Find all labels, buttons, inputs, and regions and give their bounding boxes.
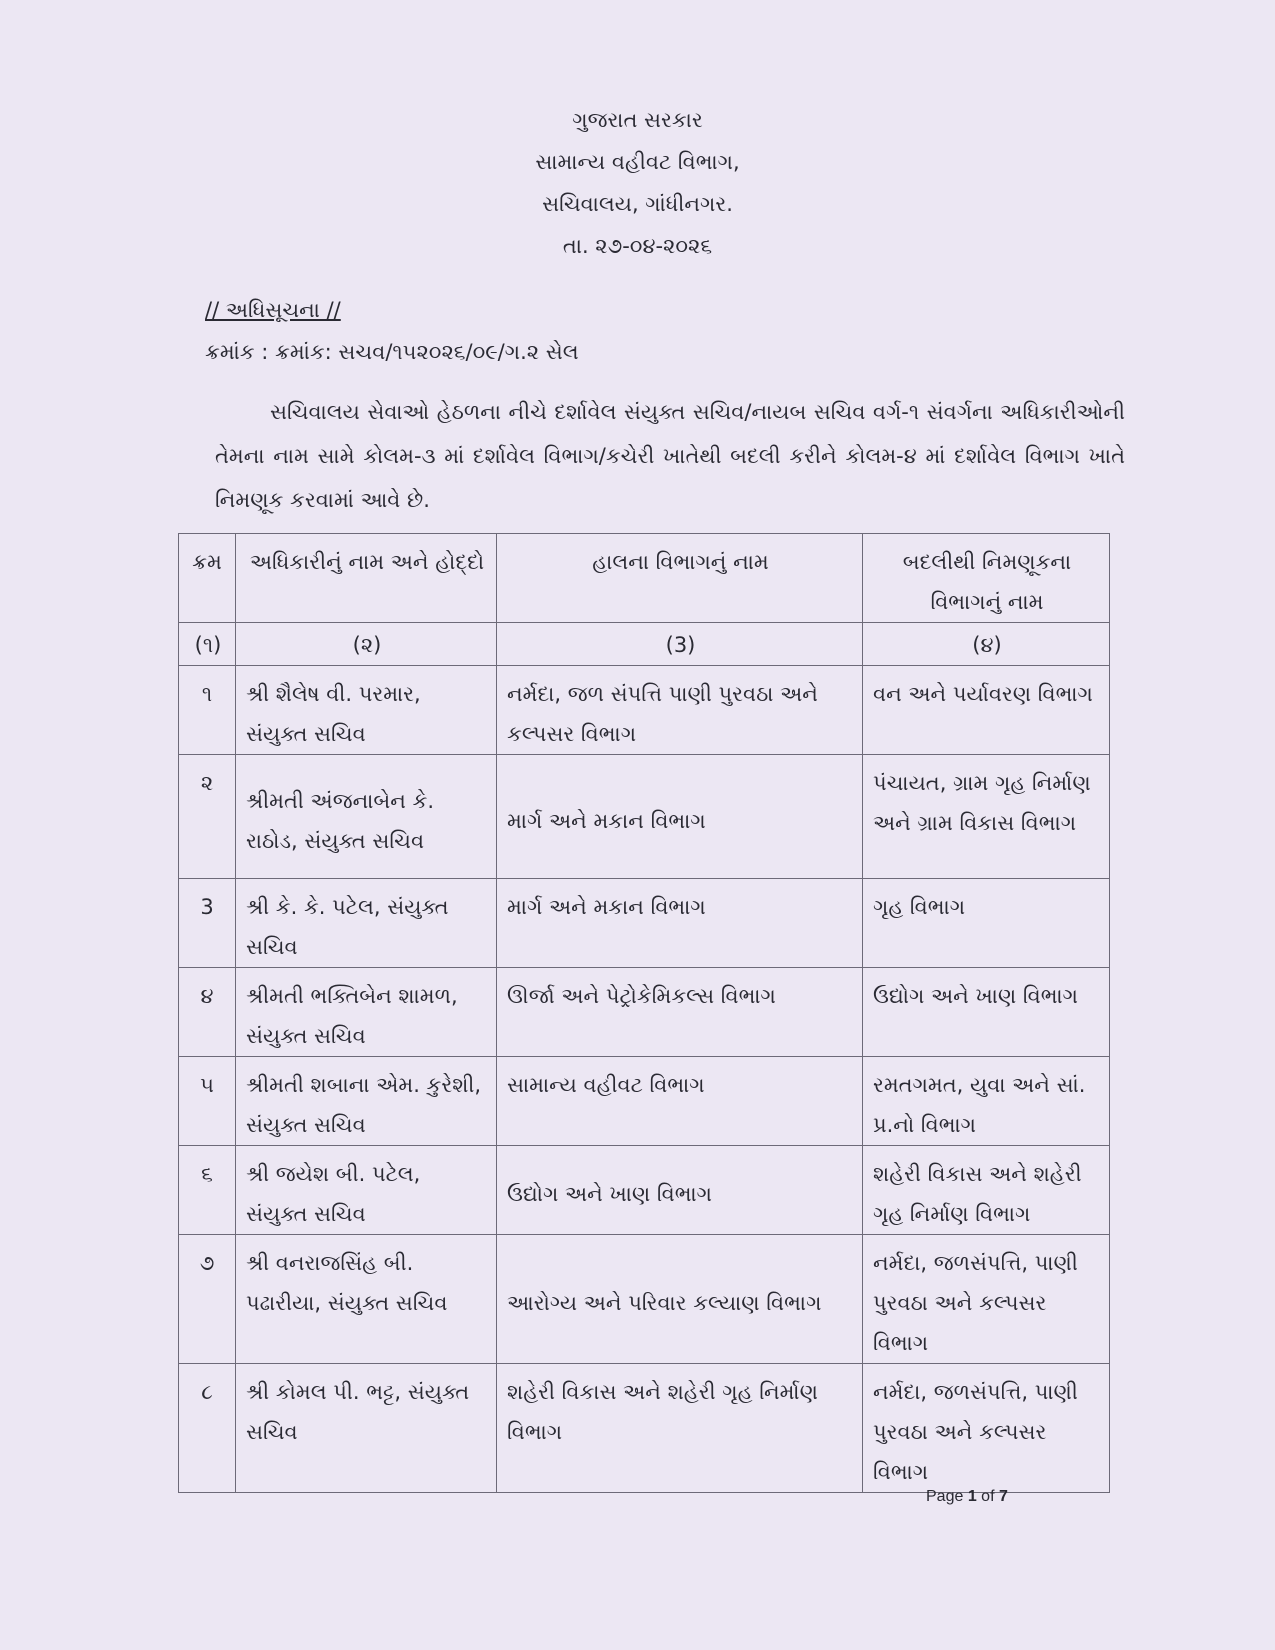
officer-cell: શ્રી વનરાજસિંહ બી. પઢારીયા, સંયુક્ત સચિવ	[236, 1235, 497, 1364]
new-dept-cell: ગૃહ વિભાગ	[863, 879, 1110, 968]
header-serial: ક્રમ	[179, 534, 236, 623]
header-new-dept: બદલીથી નિમણૂકના વિભાગનું નામ	[863, 534, 1110, 623]
column-number: (3)	[497, 623, 863, 666]
new-dept-cell: નર્મદા, જળસંપત્તિ, પાણી પુરવઠા અને કલ્પસર વિભાગ	[863, 1364, 1110, 1493]
officer-cell: શ્રી કે. કે. પટેલ, સંયુક્ત સચિવ	[236, 879, 497, 968]
total-pages: 7	[998, 1488, 1008, 1505]
new-dept-cell: વન અને પર્યાવરણ વિભાગ	[863, 666, 1110, 755]
table-row	[179, 968, 1110, 1057]
table-row	[179, 1235, 1110, 1364]
column-number: (૧)	[179, 623, 236, 666]
new-dept-cell: નર્મદા, જળસંપત્તિ, પાણી પુરવઠા અને કલ્પસર વિભાગ	[863, 1235, 1110, 1364]
serial-cell: ૫	[179, 1057, 236, 1146]
officer-cell: શ્રીમતી ભક્તિબેન શામળ, સંયુક્ત સચિવ	[236, 968, 497, 1057]
current-dept-cell: નર્મદા, જળ સંપત્તિ પાણી પુરવઠા અને કલ્પસર વિભાગ	[497, 666, 863, 755]
location: સચિવાલય, ગાંધીનગર.	[542, 192, 733, 216]
notification-title: // અધિસૂચના //	[205, 298, 341, 322]
header-officer: અધિકારીનું નામ અને હોદ્દો	[236, 534, 497, 623]
reference-number: ક્રમાંક : ક્રમાંક: સચવ/૧૫૨૦૨૬/૦૯/ગ.૨ સેલ	[205, 340, 579, 364]
officer-cell: શ્રીમતી અંજનાબેન કે. રાઠોડ, સંયુક્ત સચિવ	[236, 755, 497, 879]
transfer-table	[178, 533, 1110, 1493]
current-dept-cell: માર્ગ અને મકાન વિભાગ	[497, 755, 863, 879]
serial-cell: ૪	[179, 968, 236, 1057]
current-dept-cell: માર્ગ અને મકાન વિભાગ	[497, 879, 863, 968]
serial-cell: ૭	[179, 1235, 236, 1364]
officer-cell: શ્રી જયેશ બી. પટેલ, સંયુક્ત સચિવ	[236, 1146, 497, 1235]
current-dept-cell: ઊર્જા અને પેટ્રોકેમિકલ્સ વિભાગ	[497, 968, 863, 1057]
new-dept-cell: પંચાયત, ગ્રામ ગૃહ નિર્માણ અને ગ્રામ વિકાસ વિભાગ	[863, 755, 1110, 879]
department-name: સામાન્ય વહીવટ વિભાગ,	[535, 150, 740, 174]
officer-cell: શ્રીમતી શબાના એમ. કુરેશી, સંયુક્ત સચિવ	[236, 1057, 497, 1146]
current-page: 1	[967, 1488, 977, 1505]
column-number: (૪)	[863, 623, 1110, 666]
current-dept-cell: શહેરી વિકાસ અને શહેરી ગૃહ નિર્માણ વિભાગ	[497, 1364, 863, 1493]
table-row	[179, 755, 1110, 879]
new-dept-cell: રમતગમત, યુવા અને સાં. પ્ર.નો વિભાગ	[863, 1057, 1110, 1146]
page-of: of	[976, 1488, 999, 1505]
serial-cell: ૧	[179, 666, 236, 755]
column-number: (૨)	[236, 623, 497, 666]
current-dept-cell: આરોગ્ય અને પરિવાર કલ્યાણ વિભાગ	[497, 1235, 863, 1364]
current-dept-cell: ઉદ્યોગ અને ખાણ વિભાગ	[497, 1146, 863, 1235]
document-date: તા. ૨૭-૦૪-૨૦૨૬	[562, 234, 713, 258]
header-current-dept: હાલના વિભાગનું નામ	[497, 534, 863, 623]
table-row	[179, 1364, 1110, 1493]
table-row	[179, 1057, 1110, 1146]
table-row	[179, 666, 1110, 755]
government-name: ગુજરાત સરકાર	[572, 108, 703, 132]
serial-cell: ૮	[179, 1364, 236, 1493]
page-prefix: Page	[926, 1488, 968, 1505]
table-row	[179, 879, 1110, 968]
table-row	[179, 1146, 1110, 1235]
column-number-row	[179, 623, 1110, 666]
table-header-row	[179, 534, 1110, 623]
serial-cell: ૬	[179, 1146, 236, 1235]
new-dept-cell: ઉદ્યોગ અને ખાણ વિભાગ	[863, 968, 1110, 1057]
officer-cell: શ્રી શૈલેષ વી. પરમાર, સંયુક્ત સચિવ	[236, 666, 497, 755]
serial-cell: 3	[179, 879, 236, 968]
serial-cell: ૨	[179, 755, 236, 879]
officer-cell: શ્રી કોમલ પી. ભટ્ટ, સંયુક્ત સચિવ	[236, 1364, 497, 1493]
page-indicator	[926, 1488, 1008, 1506]
current-dept-cell: સામાન્ય વહીવટ વિભાગ	[497, 1057, 863, 1146]
notification-body: સચિવાલય સેવાઓ હેઠળના નીચે દર્શાવેલ સંયુક્ત સચિવ/નાયબ સચિવ વર્ગ-૧ સંવર્ગના અધિકારીઓની તેમના નામ સામે કોલમ-૩ માં દર્શાવેલ વિભાગ/કચેરી ખાતેથી બદલી કરીને કોલમ-૪ માં દર્શાવેલ વિભાગ ખાતે નિમણૂક કરવામાં આવે છે.	[215, 400, 1125, 512]
new-dept-cell: શહેરી વિકાસ અને શહેરી ગૃહ નિર્માણ વિભાગ	[863, 1146, 1110, 1235]
